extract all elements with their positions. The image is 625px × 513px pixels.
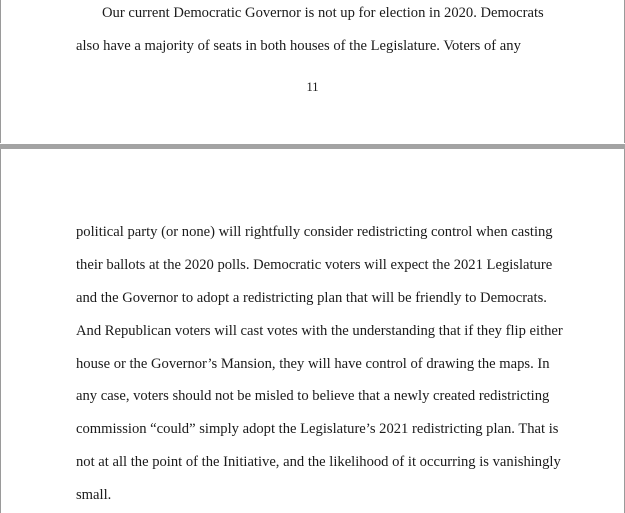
paragraph-line: Our current Democratic Governor is not up for election in 2020. Democrats bbox=[102, 5, 544, 21]
paragraph-line: also have a majority of seats in both houses of the Legislature. Voters of any bbox=[76, 38, 521, 54]
paragraph-line: commission “could” simply adopt the Legislature’s 2021 redistricting plan. That is bbox=[76, 421, 559, 437]
paragraph-line: political party (or none) will rightfully consider redistricting control when casting bbox=[76, 224, 553, 240]
paragraph-line: small. bbox=[76, 487, 112, 503]
paragraph-line: And Republican voters will cast votes with the understanding that if they flip either bbox=[76, 323, 563, 339]
paragraph-line: and the Governor to adopt a redistricting plan that will be friendly to Democrats. bbox=[76, 290, 547, 306]
paragraph-line: house or the Governor’s Mansion, they will have control of drawing the maps. In bbox=[76, 356, 550, 372]
page-number: 11 bbox=[306, 80, 319, 94]
paragraph-line: their ballots at the 2020 polls. Democratic voters will expect the 2021 Legislature bbox=[76, 257, 553, 273]
paragraph-line: not at all the point of the Initiative, and the likelihood of it occurring is vanishingly bbox=[76, 454, 561, 470]
paragraph-line: any case, voters should not be misled to believe that a newly created redistricting bbox=[76, 388, 550, 404]
